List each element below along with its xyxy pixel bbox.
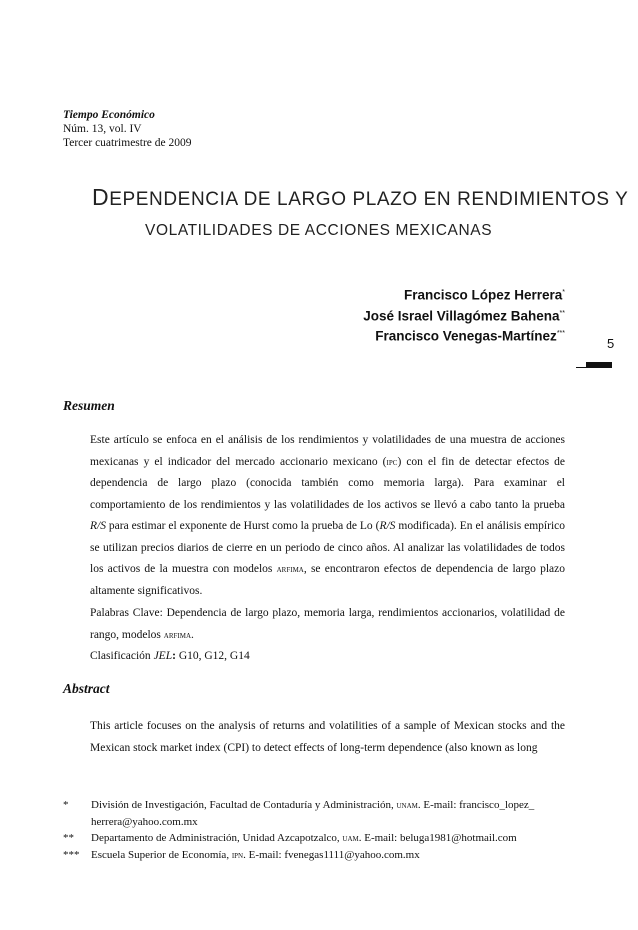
- page-number: 5: [607, 336, 615, 351]
- author-list: [363, 284, 565, 346]
- title-line-2: VOLATILIDADES DE ACCIONES MEXICANAS: [145, 222, 493, 239]
- journal-period: Tercer cuatrimestre de 2009: [63, 137, 192, 149]
- footnote: * División de Investigación, Facultad de Contaduría y Administración, unam. E-mail: francisco_lopez_ herrera@yahoo.com.mx: [63, 799, 535, 828]
- resumen-paragraph: Este artículo se enfoca en el análisis de los rendimientos y volatilidades de una muestra de acciones mexicanas y el indicador del mercado accionario mexicano (ipc) con el fin de detectar efectos de dependencia de largo plazo (conocida también como memoria larga). Para examinar el comportamiento de los rendimientos y las volatilidades de los activos se llevó a cabo tanto la prueba R/S para estimar el exponente de Hurst como la prueba de Lo (R/S modificada). En el análisis empírico se utilizan precios diarios de cierre en un periodo de cinco años. Al analizar las volatilidades de todos los activos de la muestra con modelos arfima, se encontraron efectos de dependencia de largo plazo altamente significativos.: [90, 434, 566, 597]
- journal-name: Tiempo Económico: [63, 109, 155, 121]
- resumen-heading: Resumen: [63, 398, 115, 413]
- footnotes: [63, 797, 568, 864]
- author: Francisco Venegas-Martínez***: [375, 328, 565, 344]
- keywords: Palabras Clave: Dependencia de largo plazo, memoria larga, rendimientos accionarios, volatilidad de rango, modelos arfima. Clasificación JEL: G10, G12, G14: [90, 607, 565, 662]
- abstract-heading: Abstract: [63, 681, 110, 696]
- title-line-1: DEPENDENCIA DE LARGO PLAZO EN RENDIMIENTOS Y: [92, 184, 629, 210]
- journal-issue: Núm. 13, vol. IV: [63, 123, 142, 135]
- footnote: *** Escuela Superior de Economía, ipn. E-mail: fvenegas1111@yahoo.com.mx: [63, 849, 420, 861]
- abstract-paragraph: This article focuses on the analysis of returns and volatilities of a sample of Mexican stocks and the Mexican stock market index (CPI) to detect effects of long-term dependence (also known as long: [90, 720, 565, 754]
- author: Francisco López Herrera*: [403, 287, 565, 303]
- jel-codes: G10, G12, G14: [175, 650, 250, 662]
- page-marker-line: [576, 367, 588, 368]
- page-marker-bar: [586, 362, 612, 368]
- author: José Israel Villagómez Bahena**: [363, 308, 565, 323]
- journal-info: [63, 108, 192, 150]
- footnote: ** Departamento de Administración, Unidad Azcapotzalco, uam. E-mail: beluga1981@hotmail.com: [63, 832, 517, 844]
